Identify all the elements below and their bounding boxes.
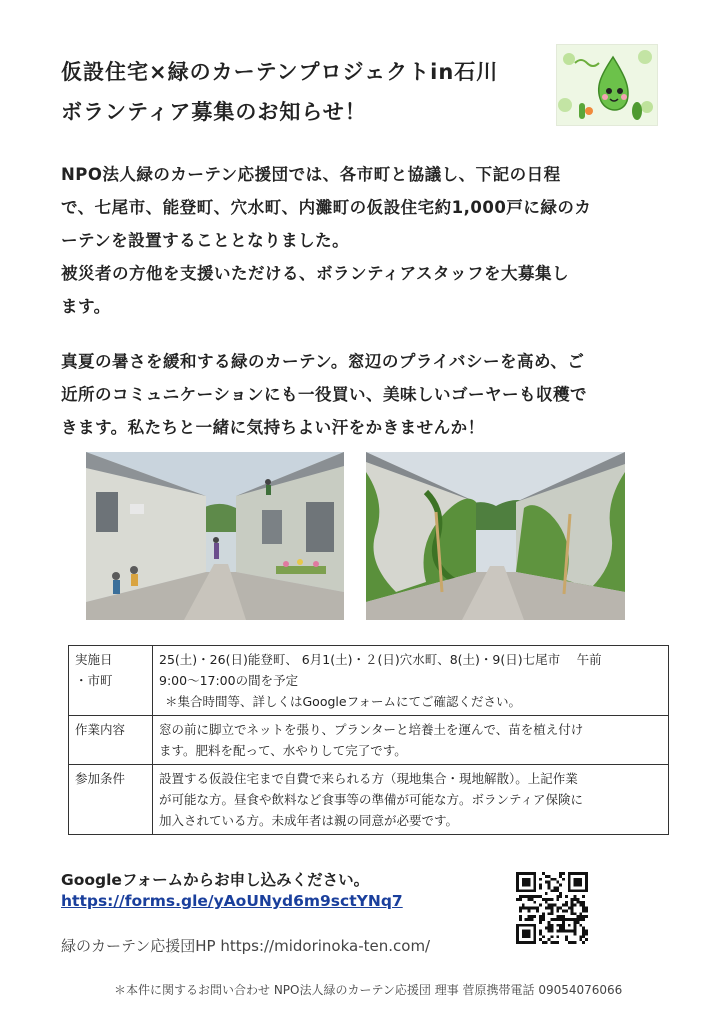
row-header-text: 実施日 (75, 652, 113, 667)
photo-volunteers-at-temporary-housing (86, 452, 344, 620)
row-content-text: 窓の前に脚立でネットを張り、プランターと培養土を運んで、苗を植え付け (159, 722, 584, 737)
row-content-text: 9:00～17:00の間を予定 (159, 673, 299, 688)
row-header-conditions (69, 765, 153, 835)
page-subtitle: ボランティア募集のお知らせ！ (61, 100, 367, 124)
qr-code (516, 872, 588, 944)
contact-footer: ＊本件に関するお問い合わせ NPO法人緑のカーテン応援団 理事 菅原携帯電話 09054076066 (114, 983, 623, 997)
table-row (69, 716, 669, 765)
intro-line: ます。 (61, 297, 111, 316)
appeal-line: 真夏の暑さを緩和する緑のカーテン。窓辺のプライバシーを高め、ご (61, 352, 585, 371)
google-form-link[interactable]: https://forms.gle/yAoUNyd6m9sctYNq7 (61, 892, 403, 910)
intro-line: 被災者の方他を支援いただける、ボランティアスタッフを大募集し (61, 264, 570, 283)
row-content-text: ます。肥料を配って、水やりして完了です。 (159, 743, 407, 758)
row-header-date-location (69, 646, 153, 716)
row-header-text: 参加条件 (75, 771, 126, 786)
table-row (69, 765, 669, 835)
homepage-text: 緑のカーテン応援団HP https://midorinoka-ten.com/ (61, 937, 431, 955)
intro-line: で、七尾市、能登町、穴水町、内灘町の仮設住宅約1,000戸に緑のカ (61, 198, 592, 217)
intro-line: ーテンを設置することとなりました。 (61, 231, 350, 250)
apply-instruction: Googleフォームからお申し込みください。 (61, 871, 370, 889)
row-content-conditions (153, 765, 669, 835)
row-header-text: 作業内容 (75, 722, 126, 737)
appeal-line: 近所のコミュニケーションにも一役買い、美味しいゴーヤーも収穫で (61, 385, 588, 404)
appeal-paragraph (61, 345, 671, 444)
row-content-work (153, 716, 669, 765)
appeal-line: きます。私たちと一緒に気持ちよい汗をかきませんか！ (61, 418, 485, 437)
row-header-work (69, 716, 153, 765)
row-content-text: ＊集合時間等、詳しくはGoogleフォームにてご確認ください。 (165, 694, 521, 709)
page-title: 仮設住宅×緑のカーテンプロジェクトin石川 (61, 60, 499, 84)
row-content-text: 設置する仮設住宅まで自費で来られる方（現地集合・現地解散）。上記作業 (159, 771, 578, 786)
row-header-text: ・市町 (75, 673, 113, 688)
intro-line: NPO法人緑のカーテン応援団では、各市町と協議し、下記の日程 (61, 165, 561, 184)
table-row (69, 646, 669, 716)
row-content-text: 25(土)・26(日)能登町、 6月1(土)・２(日)穴水町、8(土)・9(日)七尾市 午前 (159, 652, 602, 667)
event-details-table (68, 645, 669, 835)
intro-paragraph (61, 158, 671, 323)
row-content-date-location (153, 646, 669, 716)
mascot-logo (556, 44, 658, 126)
row-content-text: 加入されている方。未成年者は親の同意が必要です。 (159, 813, 459, 828)
row-content-text: が可能な方。昼食や飲料など食事等の準備が可能な方。ボランティア保険に (159, 792, 584, 807)
photo-green-curtain-result (366, 452, 625, 620)
